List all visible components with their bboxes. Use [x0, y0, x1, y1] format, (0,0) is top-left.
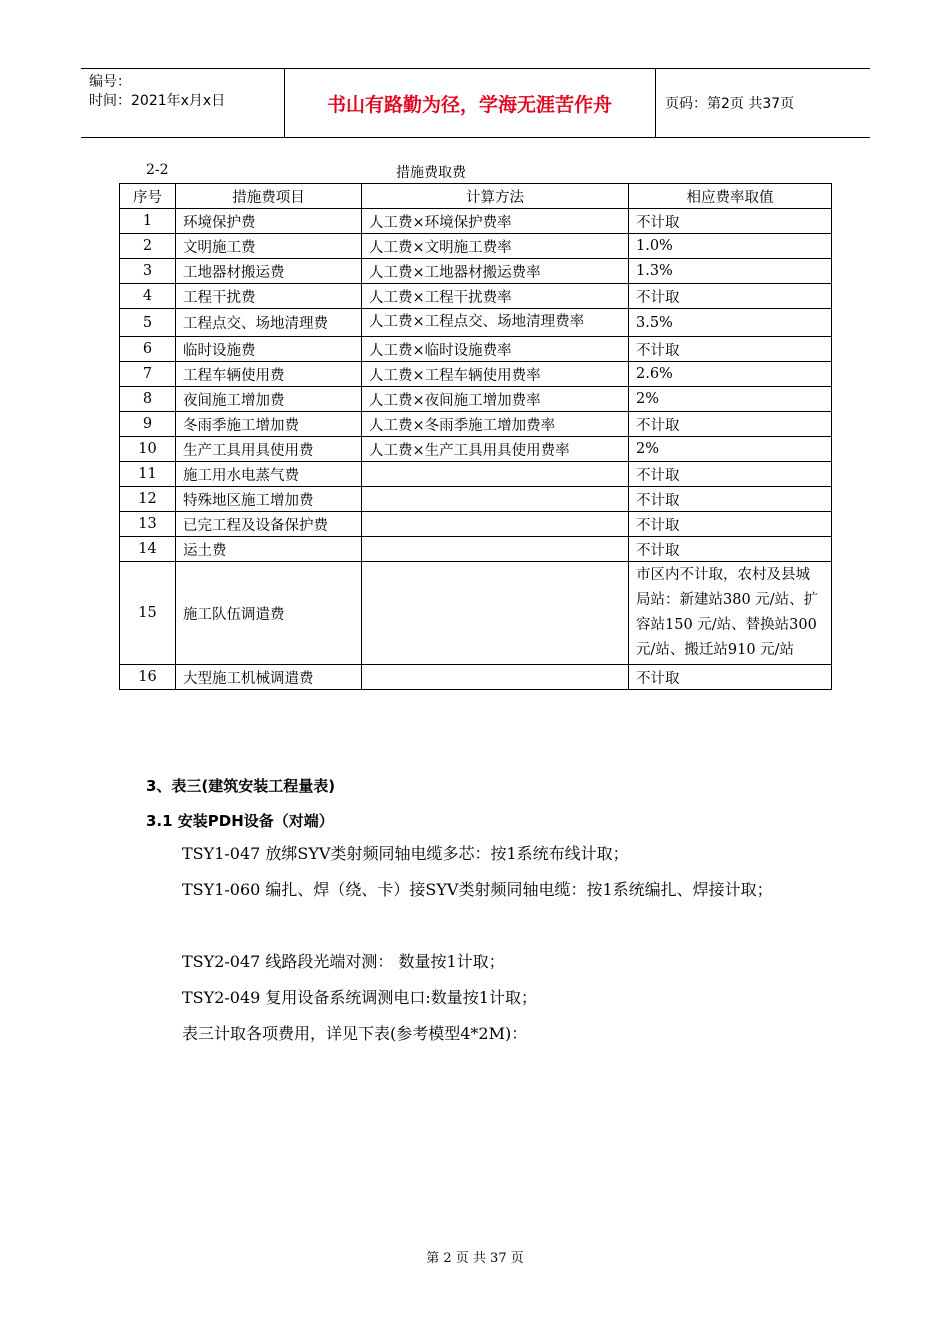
row-item: 环境保护费: [176, 209, 362, 234]
table-row: [120, 234, 832, 259]
row-method: [362, 487, 629, 512]
row-method: [362, 512, 629, 537]
row-item: 冬雨季施工增加费: [176, 412, 362, 437]
row-rate: 市区内不计取，农村及县城局站：新建站380 元/站、扩容站150 元/站、替换站300 元/站、搬迁站910 元/站: [629, 562, 832, 665]
row-method: 人工费×生产工具用具使用费率: [362, 437, 629, 462]
row-item: 已完工程及设备保护费: [176, 512, 362, 537]
row-method: 人工费×环境保护费率: [362, 209, 629, 234]
row-item: 施工用水电蒸气费: [176, 462, 362, 487]
table-row: [120, 437, 832, 462]
table-row: [120, 512, 832, 537]
page-footer: 第 2 页 共 37 页: [426, 1251, 524, 1266]
row-no: 15: [120, 562, 176, 665]
table-row: [120, 387, 832, 412]
row-method: [362, 562, 629, 665]
row-rate: 2%: [629, 437, 832, 462]
row-method: [362, 665, 629, 690]
row-method: [362, 537, 629, 562]
row-no: 1: [120, 209, 176, 234]
row-rate: 不计取: [629, 665, 832, 690]
table-row: [120, 209, 832, 234]
table-row: [120, 562, 832, 665]
row-no: 8: [120, 387, 176, 412]
table-header-row: [120, 184, 832, 209]
row-rate: 不计取: [629, 284, 832, 309]
header-page-info: 页码：第2页 共37页: [665, 96, 795, 112]
row-rate: 不计取: [629, 337, 832, 362]
row-rate: 不计取: [629, 512, 832, 537]
row-item: 运土费: [176, 537, 362, 562]
header-no: 序号: [120, 184, 176, 209]
row-rate: 2%: [629, 387, 832, 412]
row-item: 特殊地区施工增加费: [176, 487, 362, 512]
table-row: [120, 462, 832, 487]
header-divider: [655, 69, 656, 137]
row-method: 人工费×夜间施工增加费率: [362, 387, 629, 412]
row-item: 工程车辆使用费: [176, 362, 362, 387]
table-row: [120, 537, 832, 562]
row-method: [362, 462, 629, 487]
row-no: 14: [120, 537, 176, 562]
row-item: 生产工具用具使用费: [176, 437, 362, 462]
row-item: 文明施工费: [176, 234, 362, 259]
paragraph: TSY1-047 放绑SYV类射频同轴电缆多芯：按1系统布线计取；: [182, 844, 629, 863]
row-no: 13: [120, 512, 176, 537]
page-header: [81, 68, 870, 138]
row-no: 3: [120, 259, 176, 284]
paragraph: TSY2-049 复用设备系统调测电口:数量按1计取；: [182, 988, 537, 1007]
paragraph: TSY2-047 线路段光端对测： 数量按1计取；: [182, 952, 505, 971]
row-item: 夜间施工增加费: [176, 387, 362, 412]
row-rate: 不计取: [629, 209, 832, 234]
row-rate: 不计取: [629, 537, 832, 562]
paragraph: 表三计取各项费用，详见下表(参考模型4*2M)：: [182, 1024, 528, 1043]
row-no: 6: [120, 337, 176, 362]
header-rate: 相应费率取值: [629, 184, 832, 209]
row-item: 工程点交、场地清理费: [176, 309, 362, 337]
header-method: 计算方法: [362, 184, 629, 209]
row-no: 4: [120, 284, 176, 309]
table-row: [120, 284, 832, 309]
table-row: [120, 362, 832, 387]
row-method: 人工费×工程点交、场地清理费率: [362, 309, 629, 337]
row-method: 人工费×工地器材搬运费率: [362, 259, 629, 284]
row-no: 12: [120, 487, 176, 512]
row-method: 人工费×临时设施费率: [362, 337, 629, 362]
row-method: 人工费×工程干扰费率: [362, 284, 629, 309]
row-method: 人工费×冬雨季施工增加费率: [362, 412, 629, 437]
table-row: [120, 259, 832, 284]
row-rate: 不计取: [629, 412, 832, 437]
row-no: 5: [120, 309, 176, 337]
table-caption-number: 2-2: [146, 162, 169, 178]
row-item: 大型施工机械调遣费: [176, 665, 362, 690]
table-row: [120, 412, 832, 437]
row-rate: 1.0%: [629, 234, 832, 259]
row-rate: 不计取: [629, 487, 832, 512]
row-no: 7: [120, 362, 176, 387]
row-rate: 1.3%: [629, 259, 832, 284]
row-item: 施工队伍调遣费: [176, 562, 362, 665]
row-method: 人工费×工程车辆使用费率: [362, 362, 629, 387]
row-no: 16: [120, 665, 176, 690]
row-rate: 3.5%: [629, 309, 832, 337]
row-no: 2: [120, 234, 176, 259]
row-item: 临时设施费: [176, 337, 362, 362]
measure-fee-table: [119, 183, 832, 690]
table-row: [120, 665, 832, 690]
section-heading: 3、表三(建筑安装工程量表): [146, 777, 336, 795]
table-row: [120, 487, 832, 512]
row-method: 人工费×文明施工费率: [362, 234, 629, 259]
subsection-heading: 3.1 安装PDH设备（对端）: [146, 812, 334, 830]
header-meta: [89, 73, 225, 111]
table-caption-title: 措施费取费: [396, 165, 466, 181]
header-number: 编号：: [89, 74, 131, 90]
row-no: 11: [120, 462, 176, 487]
row-rate: 2.6%: [629, 362, 832, 387]
header-time: 时间：2021年x月x日: [89, 93, 226, 109]
row-item: 工程干扰费: [176, 284, 362, 309]
table-row: [120, 337, 832, 362]
header-item: 措施费项目: [176, 184, 362, 209]
row-no: 9: [120, 412, 176, 437]
table-row: [120, 309, 832, 337]
row-item: 工地器材搬运费: [176, 259, 362, 284]
header-motto: 书山有路勤为径，学海无涯苦作舟: [326, 93, 612, 116]
row-rate: 不计取: [629, 462, 832, 487]
row-no: 10: [120, 437, 176, 462]
paragraph: TSY1-060 编扎、焊（绕、卡）接SYV类射频同轴电缆：按1系统编扎、焊接计取；: [182, 880, 773, 899]
